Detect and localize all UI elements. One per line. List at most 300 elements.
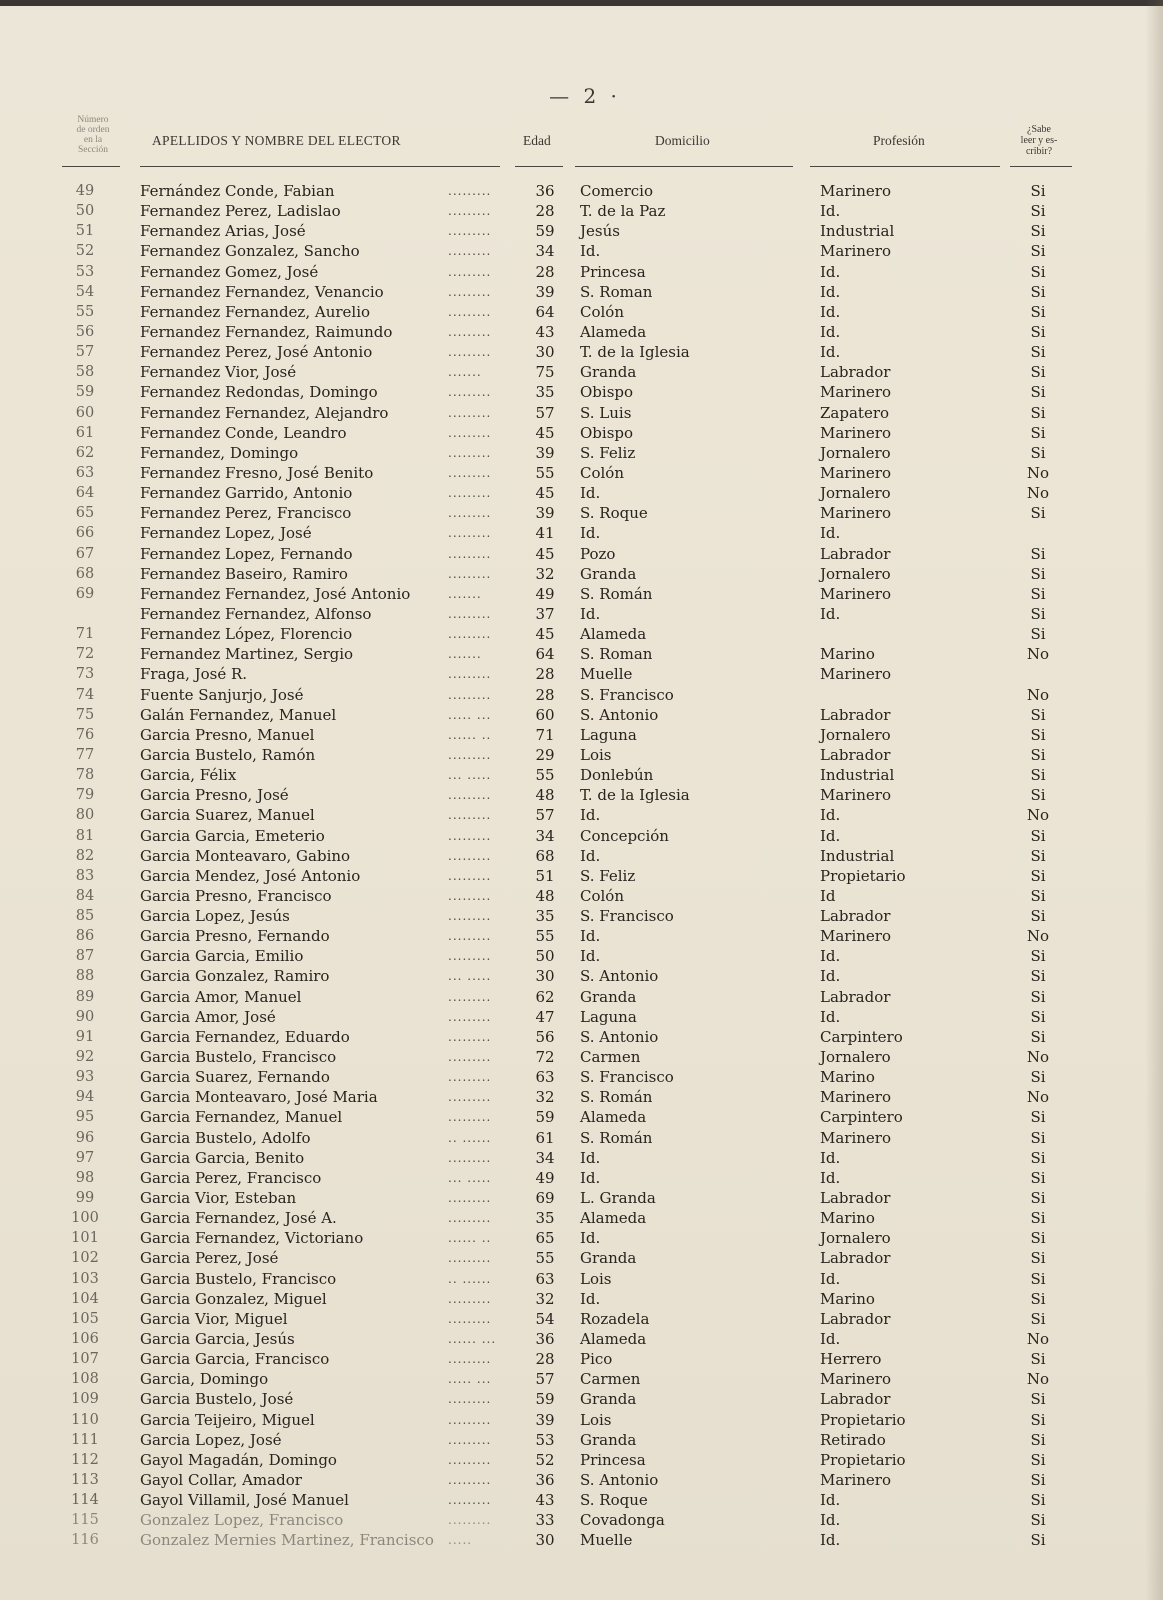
leader-dots: .........: [448, 627, 492, 642]
elector-profesion: Id: [820, 886, 836, 905]
elector-age: 69: [535, 1189, 555, 1208]
leader-dots: .........: [448, 506, 492, 521]
elector-domicilio: Id.: [580, 927, 601, 946]
leader-dots: .........: [448, 1251, 492, 1266]
table-row: [0, 482, 1163, 502]
elector-name: Garcia Amor, Manuel: [140, 987, 302, 1006]
leader-dots: ...... ..: [448, 1231, 492, 1246]
elector-profesion: Id.: [820, 967, 841, 986]
leader-dots: .........: [448, 465, 492, 480]
leader-dots: .......: [448, 647, 482, 662]
elector-age: 57: [535, 1370, 555, 1389]
header-rule-numero: [62, 166, 120, 167]
elector-profesion: Marinero: [820, 1370, 892, 1389]
elector-sabe: No: [1026, 1370, 1050, 1389]
elector-profesion: Id.: [820, 826, 841, 845]
elector-table: [0, 180, 1163, 1550]
header-numero-line: en la: [83, 135, 103, 145]
elector-domicilio: S. Antonio: [580, 1471, 659, 1489]
table-row: [0, 1046, 1163, 1066]
elector-sabe: Si: [1030, 1229, 1046, 1248]
elector-name: Garcia Fernandez, Victoriano: [140, 1229, 364, 1248]
elector-sabe: Si: [1030, 1350, 1046, 1369]
elector-number: 79: [75, 787, 95, 804]
elector-profesion: Labrador: [820, 705, 891, 724]
table-row: [0, 301, 1163, 321]
table-row: [0, 180, 1163, 200]
elector-number: 50: [75, 203, 95, 220]
leader-dots: .........: [448, 184, 492, 198]
elector-domicilio: S. Román: [580, 1088, 653, 1107]
elector-number: 63: [75, 464, 95, 481]
elector-number: 66: [75, 525, 95, 542]
header-rule-profesion: [810, 166, 1000, 167]
elector-number: 112: [71, 1451, 99, 1468]
header-numero-line: Número: [77, 115, 109, 125]
table-row: [0, 220, 1163, 240]
elector-number: 115: [71, 1512, 99, 1529]
header-profesion: Profesión: [873, 133, 925, 148]
elector-number: 56: [75, 323, 95, 340]
elector-domicilio: Princesa: [580, 262, 646, 281]
table-row: [0, 1147, 1163, 1167]
elector-profesion: Marinero: [820, 1128, 892, 1147]
elector-name: Fernandez Martinez, Sergio: [140, 645, 354, 664]
leader-dots: .........: [448, 324, 492, 339]
elector-name: Fernandez Perez, José Antonio: [140, 343, 373, 362]
leader-dots: .........: [448, 667, 492, 682]
scan-top-edge: [0, 0, 1163, 6]
elector-number: 101: [71, 1230, 99, 1247]
elector-age: 36: [535, 1330, 555, 1349]
elector-name: Fraga, José R.: [140, 665, 248, 684]
header-sabe-line: ¿Sabe: [1027, 124, 1051, 135]
elector-number: 58: [75, 364, 95, 381]
header-numero: [60, 115, 126, 155]
elector-number: 104: [71, 1290, 99, 1307]
leader-dots: .........: [448, 405, 492, 420]
elector-sabe: Si: [1030, 1289, 1046, 1308]
elector-age: 52: [535, 1450, 555, 1469]
elector-sabe: No: [1026, 1330, 1050, 1349]
leader-dots: .........: [448, 1493, 492, 1508]
elector-sabe: Si: [1030, 182, 1046, 200]
header-rule-nombre: [140, 166, 500, 167]
elector-domicilio: Colón: [580, 886, 624, 905]
elector-profesion: Marinero: [820, 463, 892, 482]
table-row: [0, 764, 1163, 784]
elector-name: Fernandez Vior, José: [140, 363, 297, 382]
elector-domicilio: S. Luis: [580, 403, 632, 422]
leader-dots: .........: [448, 1412, 492, 1427]
elector-domicilio: S. Roman: [580, 282, 653, 301]
table-row: [0, 1127, 1163, 1147]
elector-age: 39: [535, 443, 555, 462]
elector-sabe: Si: [1030, 1027, 1046, 1046]
elector-name: Garcia Presno, José: [140, 786, 289, 805]
elector-profesion: Jornalero: [820, 443, 891, 462]
elector-age: 35: [535, 383, 555, 402]
leader-dots: .........: [448, 1009, 492, 1024]
elector-domicilio: Princesa: [580, 1450, 646, 1469]
leader-dots: .........: [448, 828, 492, 843]
elector-number: 69: [75, 585, 95, 602]
elector-sabe: Si: [1030, 1410, 1046, 1429]
elector-profesion: Id.: [820, 1511, 841, 1530]
elector-number: 76: [75, 726, 95, 743]
elector-sabe: Si: [1030, 786, 1046, 805]
table-row: [0, 643, 1163, 663]
elector-age: 57: [535, 806, 555, 825]
elector-sabe: Si: [1030, 584, 1046, 603]
elector-number: 68: [75, 565, 95, 582]
elector-age: 28: [535, 262, 555, 281]
elector-name: Fernandez Baseiro, Ramiro: [140, 564, 348, 583]
table-row: [0, 1247, 1163, 1267]
elector-name: Garcia Perez, José: [140, 1249, 279, 1268]
table-row: [0, 1388, 1163, 1408]
table-row: [0, 1429, 1163, 1449]
elector-number: 87: [75, 948, 95, 965]
elector-sabe: Si: [1030, 202, 1046, 221]
elector-domicilio: Granda: [580, 363, 637, 382]
elector-age: 68: [535, 846, 555, 865]
elector-sabe: No: [1026, 463, 1050, 482]
elector-number: 96: [75, 1129, 95, 1146]
elector-name: Garcia Garcia, Emeterio: [140, 826, 325, 845]
leader-dots: .........: [448, 1513, 492, 1528]
table-row: [0, 1529, 1163, 1549]
header-numero-line: de orden: [76, 125, 110, 135]
header-edad: Edad: [523, 133, 551, 148]
elector-domicilio: S. Antonio: [580, 967, 659, 986]
elector-sabe: Si: [1030, 544, 1046, 563]
leader-dots: .........: [448, 989, 492, 1004]
elector-name: Fernandez Conde, Leandro: [140, 423, 347, 442]
elector-domicilio: Colón: [580, 463, 624, 482]
elector-sabe: Si: [1030, 363, 1046, 382]
elector-name: Garcia Monteavaro, Gabino: [140, 846, 351, 865]
elector-age: 57: [535, 403, 555, 422]
elector-age: 43: [535, 322, 555, 341]
elector-profesion: Id.: [820, 1531, 841, 1550]
leader-dots: .........: [448, 1191, 492, 1206]
elector-age: 63: [535, 1068, 555, 1087]
table-row: [0, 1106, 1163, 1126]
elector-number: 102: [71, 1250, 99, 1267]
elector-profesion: Jornalero: [820, 564, 891, 583]
elector-number: 93: [75, 1069, 95, 1086]
elector-number: 55: [75, 303, 95, 320]
table-row: [0, 1348, 1163, 1368]
elector-number: 59: [75, 384, 95, 401]
elector-domicilio: Jesús: [580, 222, 620, 241]
elector-profesion: Labrador: [820, 1249, 891, 1268]
elector-age: 32: [535, 1289, 555, 1308]
leader-dots: ..... ...: [448, 707, 492, 722]
table-row: [0, 724, 1163, 744]
leader-dots: .........: [448, 808, 492, 823]
elector-sabe: Si: [1030, 1269, 1046, 1288]
header-rule-sabe: [1010, 166, 1072, 167]
leader-dots: .........: [448, 1150, 492, 1165]
elector-profesion: Labrador: [820, 1309, 891, 1328]
elector-number: 88: [75, 968, 95, 985]
elector-age: 49: [535, 584, 555, 603]
elector-name: Fernandez Gomez, José: [140, 262, 319, 281]
elector-age: 33: [535, 1511, 555, 1530]
table-row: [0, 1006, 1163, 1026]
elector-domicilio: Muelle: [580, 1531, 633, 1550]
elector-number: 49: [75, 183, 95, 199]
elector-age: 59: [535, 1108, 555, 1127]
elector-sabe: Si: [1030, 907, 1046, 926]
elector-profesion: Id.: [820, 1269, 841, 1288]
elector-domicilio: Alameda: [580, 1209, 647, 1228]
header-sabe-line: leer y es-: [1020, 135, 1058, 146]
elector-name: Gonzalez Lopez, Francisco: [140, 1511, 344, 1530]
page-number: — 2 ·: [549, 84, 621, 108]
leader-dots: .........: [448, 687, 492, 702]
leader-dots: .........: [448, 345, 492, 360]
header-rule-edad: [515, 166, 563, 167]
elector-age: 36: [535, 182, 555, 200]
elector-age: 34: [535, 826, 555, 845]
elector-number: 77: [75, 746, 95, 763]
table-row: [0, 1469, 1163, 1489]
elector-age: 43: [535, 1491, 555, 1510]
elector-sabe: Si: [1030, 1007, 1046, 1026]
elector-sabe: Si: [1030, 705, 1046, 724]
table-row: [0, 462, 1163, 482]
elector-number: 64: [75, 485, 95, 502]
elector-name: Garcia Amor, José: [140, 1007, 276, 1026]
elector-age: 30: [535, 343, 555, 362]
leader-dots: .........: [448, 1352, 492, 1367]
elector-domicilio: T. de la Paz: [580, 202, 666, 221]
leader-dots: .........: [448, 1432, 492, 1447]
table-row: [0, 281, 1163, 301]
table-row: [0, 341, 1163, 361]
leader-dots: .........: [448, 1050, 492, 1065]
elector-domicilio: T. de la Iglesia: [580, 343, 690, 362]
elector-sabe: Si: [1030, 343, 1046, 362]
table-row: [0, 1167, 1163, 1187]
elector-age: 45: [535, 544, 555, 563]
elector-number: 108: [71, 1371, 99, 1388]
elector-age: 28: [535, 202, 555, 221]
elector-sabe: Si: [1030, 725, 1046, 744]
elector-domicilio: Donlebún: [580, 766, 654, 785]
elector-age: 45: [535, 484, 555, 503]
elector-name: Garcia Bustelo, José: [140, 1390, 294, 1409]
table-row: [0, 1368, 1163, 1388]
elector-profesion: Marinero: [820, 383, 892, 402]
elector-domicilio: Alameda: [580, 625, 647, 644]
elector-sabe: Si: [1030, 866, 1046, 885]
elector-domicilio: L. Granda: [580, 1189, 656, 1208]
elector-domicilio: Id.: [580, 1289, 601, 1308]
elector-name: Garcia Mendez, José Antonio: [140, 866, 361, 885]
elector-age: 36: [535, 1471, 555, 1489]
elector-name: Fernandez Lopez, Fernando: [140, 544, 353, 563]
elector-name: Garcia Vior, Esteban: [140, 1189, 297, 1208]
elector-sabe: No: [1026, 1048, 1050, 1067]
elector-sabe: No: [1026, 645, 1050, 664]
elector-sabe: Si: [1030, 242, 1046, 261]
elector-name: Garcia Lopez, José: [140, 1430, 282, 1449]
elector-age: 55: [535, 766, 555, 785]
elector-profesion: Marino: [820, 1068, 875, 1087]
header-domicilio: Domicilio: [655, 133, 710, 148]
elector-age: 49: [535, 1168, 555, 1187]
table-row: [0, 1026, 1163, 1046]
elector-number: 99: [75, 1190, 95, 1207]
elector-domicilio: Comercio: [580, 182, 654, 200]
elector-number: 109: [71, 1391, 99, 1408]
elector-age: 63: [535, 1269, 555, 1288]
elector-domicilio: S. Feliz: [580, 866, 636, 885]
leader-dots: .........: [448, 1311, 492, 1326]
elector-age: 51: [535, 866, 555, 885]
elector-age: 39: [535, 282, 555, 301]
elector-sabe: Si: [1030, 604, 1046, 623]
elector-profesion: Marinero: [820, 1471, 892, 1489]
leader-dots: .........: [448, 1211, 492, 1226]
header-sabe: [1004, 124, 1074, 157]
elector-sabe: Si: [1030, 1390, 1046, 1409]
elector-name: Fernandez Gonzalez, Sancho: [140, 242, 360, 261]
table-row: [0, 261, 1163, 281]
elector-name: Fernandez Fernandez, Alfonso: [140, 604, 372, 623]
table-row: [0, 442, 1163, 462]
elector-age: 55: [535, 927, 555, 946]
leader-dots: .........: [448, 1452, 492, 1467]
elector-profesion: Marinero: [820, 242, 892, 261]
elector-domicilio: Carmen: [580, 1370, 641, 1389]
elector-sabe: Si: [1030, 282, 1046, 301]
leader-dots: .........: [448, 1291, 492, 1306]
elector-age: 61: [535, 1128, 555, 1147]
table-row: [0, 1086, 1163, 1106]
table-row: [0, 845, 1163, 865]
leader-dots: .........: [448, 788, 492, 803]
elector-name: Garcia Lopez, Jesús: [140, 907, 290, 926]
elector-number: 100: [71, 1210, 99, 1227]
leader-dots: .........: [448, 385, 492, 400]
elector-domicilio: Concepción: [580, 826, 669, 845]
elector-number: 75: [75, 706, 95, 723]
elector-domicilio: Obispo: [580, 423, 634, 442]
elector-age: 39: [535, 1410, 555, 1429]
elector-name: Fernandez Garrido, Antonio: [140, 484, 353, 503]
table-row: [0, 623, 1163, 643]
elector-domicilio: Alameda: [580, 1330, 647, 1349]
header-sabe-line: cribir?: [1025, 146, 1053, 157]
elector-profesion: Id.: [820, 282, 841, 301]
elector-domicilio: S. Román: [580, 1128, 653, 1147]
elector-profesion: Id.: [820, 1168, 841, 1187]
elector-sabe: Si: [1030, 1209, 1046, 1228]
elector-profesion: Marinero: [820, 1088, 892, 1107]
elector-sabe: Si: [1030, 504, 1046, 523]
elector-number: 61: [75, 424, 95, 441]
elector-profesion: Labrador: [820, 544, 891, 563]
table-row: [0, 1328, 1163, 1348]
elector-age: 48: [535, 786, 555, 805]
elector-number: 73: [75, 666, 95, 683]
leader-dots: .........: [448, 1029, 492, 1044]
header-numero-line: Sección: [77, 145, 109, 155]
elector-name: Garcia Presno, Francisco: [140, 886, 332, 905]
elector-name: Garcia Gonzalez, Miguel: [140, 1289, 327, 1308]
elector-sabe: Si: [1030, 1168, 1046, 1187]
elector-sabe: Si: [1030, 222, 1046, 241]
elector-number: 80: [75, 807, 95, 824]
elector-profesion: Jornalero: [820, 1048, 891, 1067]
elector-age: 62: [535, 987, 555, 1006]
table-row: [0, 704, 1163, 724]
leader-dots: .........: [448, 526, 492, 541]
elector-profesion: Id.: [820, 343, 841, 362]
elector-domicilio: S. Antonio: [580, 1027, 659, 1046]
leader-dots: ... .....: [448, 1170, 492, 1185]
elector-domicilio: Lois: [580, 1269, 612, 1288]
elector-age: 30: [535, 967, 555, 986]
elector-sabe: No: [1026, 806, 1050, 825]
elector-name: Fernandez Redondas, Domingo: [140, 383, 378, 402]
elector-sabe: Si: [1030, 262, 1046, 281]
leader-dots: .........: [448, 929, 492, 944]
elector-domicilio: S. Francisco: [580, 1068, 674, 1087]
elector-domicilio: Id.: [580, 524, 601, 543]
elector-sabe: Si: [1030, 846, 1046, 865]
leader-dots: .........: [448, 606, 492, 621]
elector-name: Garcia Suarez, Fernando: [140, 1068, 330, 1087]
elector-age: 37: [535, 604, 555, 623]
leader-dots: .........: [448, 244, 492, 259]
elector-number: 110: [71, 1411, 99, 1428]
elector-sabe: Si: [1030, 423, 1046, 442]
elector-profesion: Labrador: [820, 907, 891, 926]
elector-number: 113: [71, 1472, 99, 1488]
elector-name: Garcia Fernandez, José A.: [140, 1209, 337, 1228]
table-row: [0, 1509, 1163, 1529]
elector-profesion: Propietario: [820, 866, 906, 885]
leader-dots: .......: [448, 586, 482, 601]
leader-dots: .. ......: [448, 1271, 492, 1286]
elector-profesion: Labrador: [820, 1390, 891, 1409]
elector-profesion: Jornalero: [820, 484, 891, 503]
elector-name: Gayol Collar, Amador: [140, 1471, 302, 1489]
elector-number: 107: [71, 1351, 99, 1368]
leader-dots: .........: [448, 224, 492, 239]
elector-name: Garcia Garcia, Jesús: [140, 1330, 295, 1349]
elector-age: 29: [535, 745, 555, 764]
elector-number: 111: [71, 1431, 99, 1448]
elector-sabe: Si: [1030, 1309, 1046, 1328]
elector-name: Fernandez, Domingo: [140, 443, 299, 462]
elector-domicilio: Lois: [580, 745, 612, 764]
elector-domicilio: Alameda: [580, 322, 647, 341]
elector-domicilio: Id.: [580, 806, 601, 825]
elector-sabe: Si: [1030, 766, 1046, 785]
leader-dots: .....: [448, 1533, 473, 1548]
elector-domicilio: Covadonga: [580, 1511, 665, 1530]
elector-domicilio: S. Roque: [580, 1491, 648, 1510]
elector-age: 39: [535, 504, 555, 523]
elector-age: 45: [535, 625, 555, 644]
